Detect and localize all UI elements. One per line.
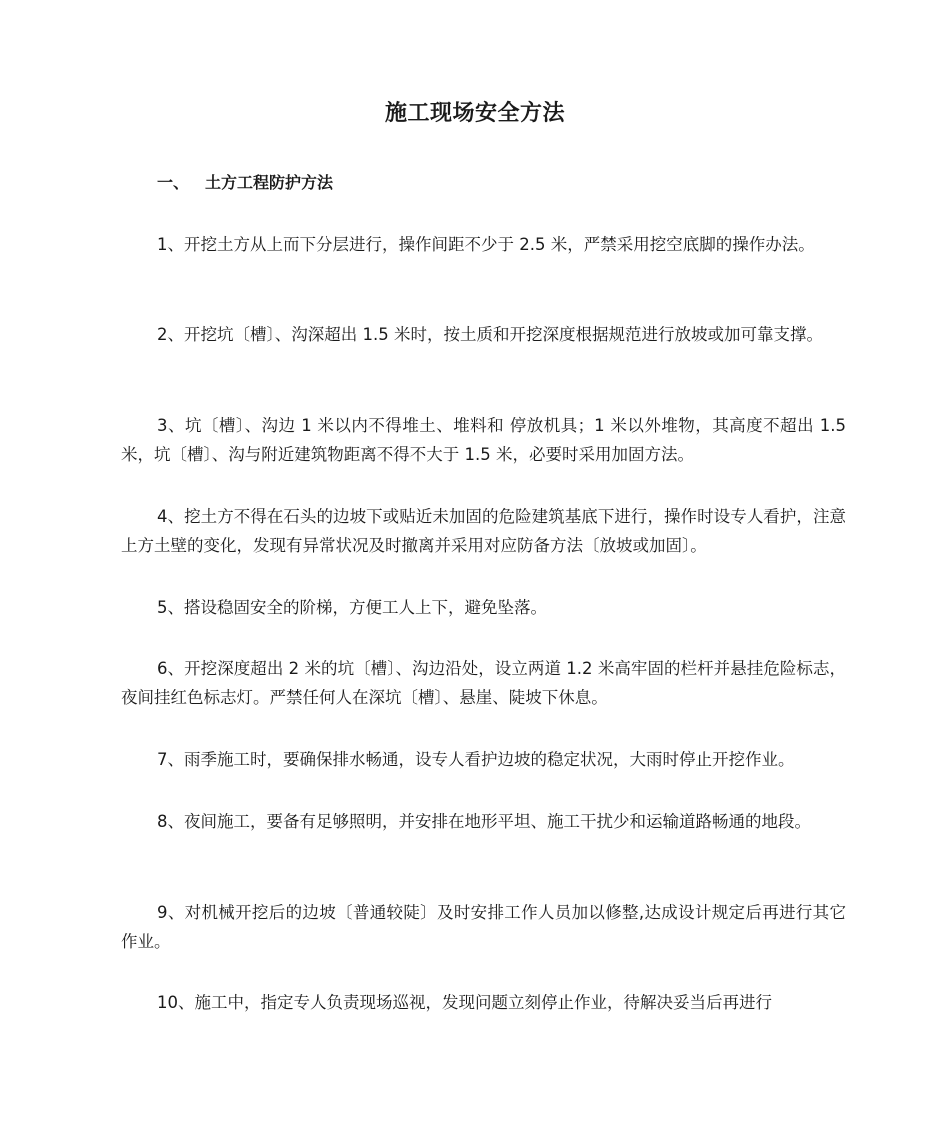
paragraph-9: 9、对机械开挖后的边坡〔普通较陡〕及时安排工作人员加以修整,达成设计规定后再进行其它作业。 — [121, 903, 846, 951]
paragraph-10: 10、施工中，指定专人负责现场巡视，发现问题立刻停止作业，待解决妥当后再进行 — [157, 993, 772, 1012]
section-heading — [157, 171, 333, 195]
paragraph-2: 2、开挖坑〔槽〕、沟深超出 1.5 米时，按土质和开挖深度根据规范进行放坡或加可靠支撑。 — [157, 325, 823, 344]
paragraph-5: 5、搭设稳固安全的阶梯，方便工人上下，避免坠落。 — [157, 598, 547, 617]
paragraph-1: 1、开挖土方从上而下分层进行，操作间距不少于 2.5 米，严禁采用挖空底脚的操作办法。 — [157, 235, 815, 254]
page-title: 施工现场安全方法 — [384, 101, 565, 126]
paragraph-7: 7、雨季施工时，要确保排水畅通，设专人看护边坡的稳定状况，大雨时停止开挖作业。 — [157, 750, 795, 769]
paragraph-8: 8、夜间施工，要备有足够照明，并安排在地形平坦、施工干扰少和运输道路畅通的地段。 — [157, 812, 811, 831]
section-number: 一、 — [157, 173, 190, 192]
paragraph-6: 6、开挖深度超出 2 米的坑〔槽〕、沟边沿处，设立两道 1.2 米高牢固的栏杆并悬挂危险标志，夜间挂红色标志灯。严禁任何人在深坑〔槽〕、悬崖、陡坡下休息。 — [121, 659, 846, 707]
paragraph-4: 4、挖土方不得在石头的边坡下或贴近未加固的危险建筑基底下进行，操作时设专人看护，注意上方土壁的变化，发现有异常状况及时撤离并采用对应防备方法〔放坡或加固〕。 — [121, 507, 846, 555]
section-title: 土方工程防护方法 — [205, 173, 334, 192]
paragraph-3: 3、坑〔槽〕、沟边 1 米以内不得堆土、堆料和 停放机具；1 米以外堆物，其高度不超出 1.5 米，坑〔槽〕、沟与附近建筑物距离不得不大于 1.5 米，必要时采用加固方法。 — [121, 416, 846, 464]
